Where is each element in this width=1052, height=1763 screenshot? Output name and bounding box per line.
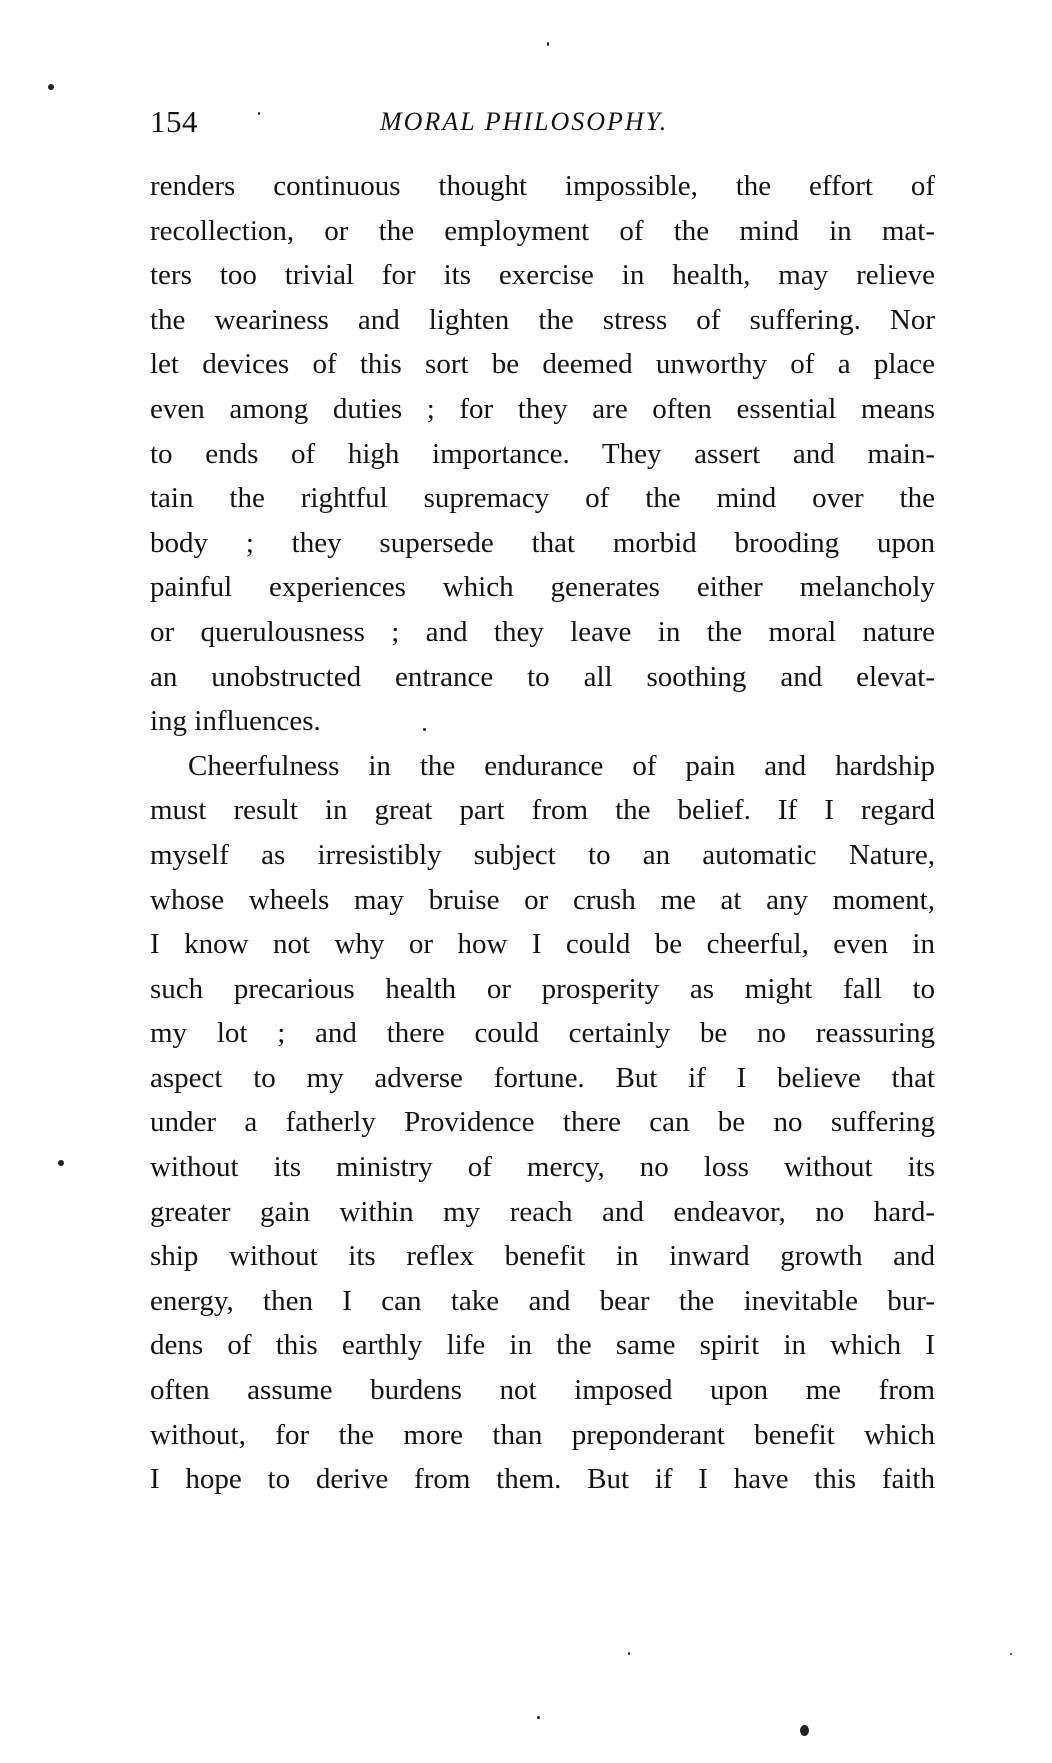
text-line: without its ministry of mercy, no loss without its	[150, 1151, 935, 1184]
scan-speck	[48, 84, 54, 90]
scan-speck	[800, 1725, 809, 1736]
text-line: often assume burdens not imposed upon me from	[150, 1374, 935, 1407]
scan-speck	[423, 728, 426, 731]
text-line: let devices of this sort be deemed unworthy of a place	[150, 348, 935, 381]
text-line: tain the rightful supremacy of the mind over the	[150, 482, 935, 515]
text-line: recollection, or the employment of the mind in mat-	[150, 214, 935, 247]
running-title: MORAL PHILOSOPHY.	[380, 107, 669, 136]
text-line: myself as irresistibly subject to an automatic Nature,	[150, 838, 935, 871]
text-line: an unobstructed entrance to all soothing and elevat-	[150, 660, 935, 693]
text-line: I know not why or how I could be cheerful, even in	[150, 928, 935, 961]
text-line: under a fatherly Providence there can be no suffering	[150, 1106, 935, 1139]
text-line: my lot ; and there could certainly be no reassuring	[150, 1017, 935, 1050]
scan-speck	[1010, 1653, 1012, 1655]
text-line: without, for the more than preponderant benefit which	[150, 1418, 935, 1451]
text-line: painful experiences which generates either melancholy	[150, 571, 935, 604]
scan-speck	[258, 112, 260, 115]
text-line: must result in great part from the belief. If I regard	[150, 794, 935, 827]
text-line: renders continuous thought impossible, the effort of	[150, 170, 935, 202]
text-line: to ends of high importance. They assert and main-	[150, 437, 935, 470]
scan-speck	[547, 42, 549, 46]
text-line: whose wheels may bruise or crush me at any moment,	[150, 883, 935, 916]
text-line: Cheerfulness in the endurance of pain and hardship	[188, 749, 935, 782]
running-head	[150, 100, 935, 144]
page-number: 154	[150, 104, 198, 139]
text-line: greater gain within my reach and endeavor, no hard-	[150, 1195, 935, 1228]
body-text	[150, 164, 935, 1502]
text-line: body ; they supersede that morbid brooding upon	[150, 526, 935, 559]
text-line: aspect to my adverse fortune. But if I believe that	[150, 1061, 935, 1094]
text-line: energy, then I can take and bear the inevitable bur-	[150, 1284, 935, 1317]
text-line: dens of this earthly life in the same spirit in which I	[150, 1329, 935, 1362]
text-line: ing influences.	[150, 705, 321, 738]
text-line: or querulousness ; and they leave in the moral nature	[150, 615, 935, 648]
scan-speck	[58, 1160, 64, 1166]
text-line: ters too trivial for its exercise in health, may relieve	[150, 259, 935, 292]
text-line: ship without its reflex benefit in inward growth and	[150, 1240, 935, 1273]
text-line: even among duties ; for they are often essential means	[150, 392, 935, 425]
text-line: such precarious health or prosperity as might fall to	[150, 972, 935, 1005]
text-line: the weariness and lighten the stress of suffering. Nor	[150, 303, 935, 336]
text-line: I hope to derive from them. But if I have this faith	[150, 1463, 935, 1496]
scan-speck	[537, 1716, 540, 1719]
scan-speck	[628, 1652, 630, 1655]
